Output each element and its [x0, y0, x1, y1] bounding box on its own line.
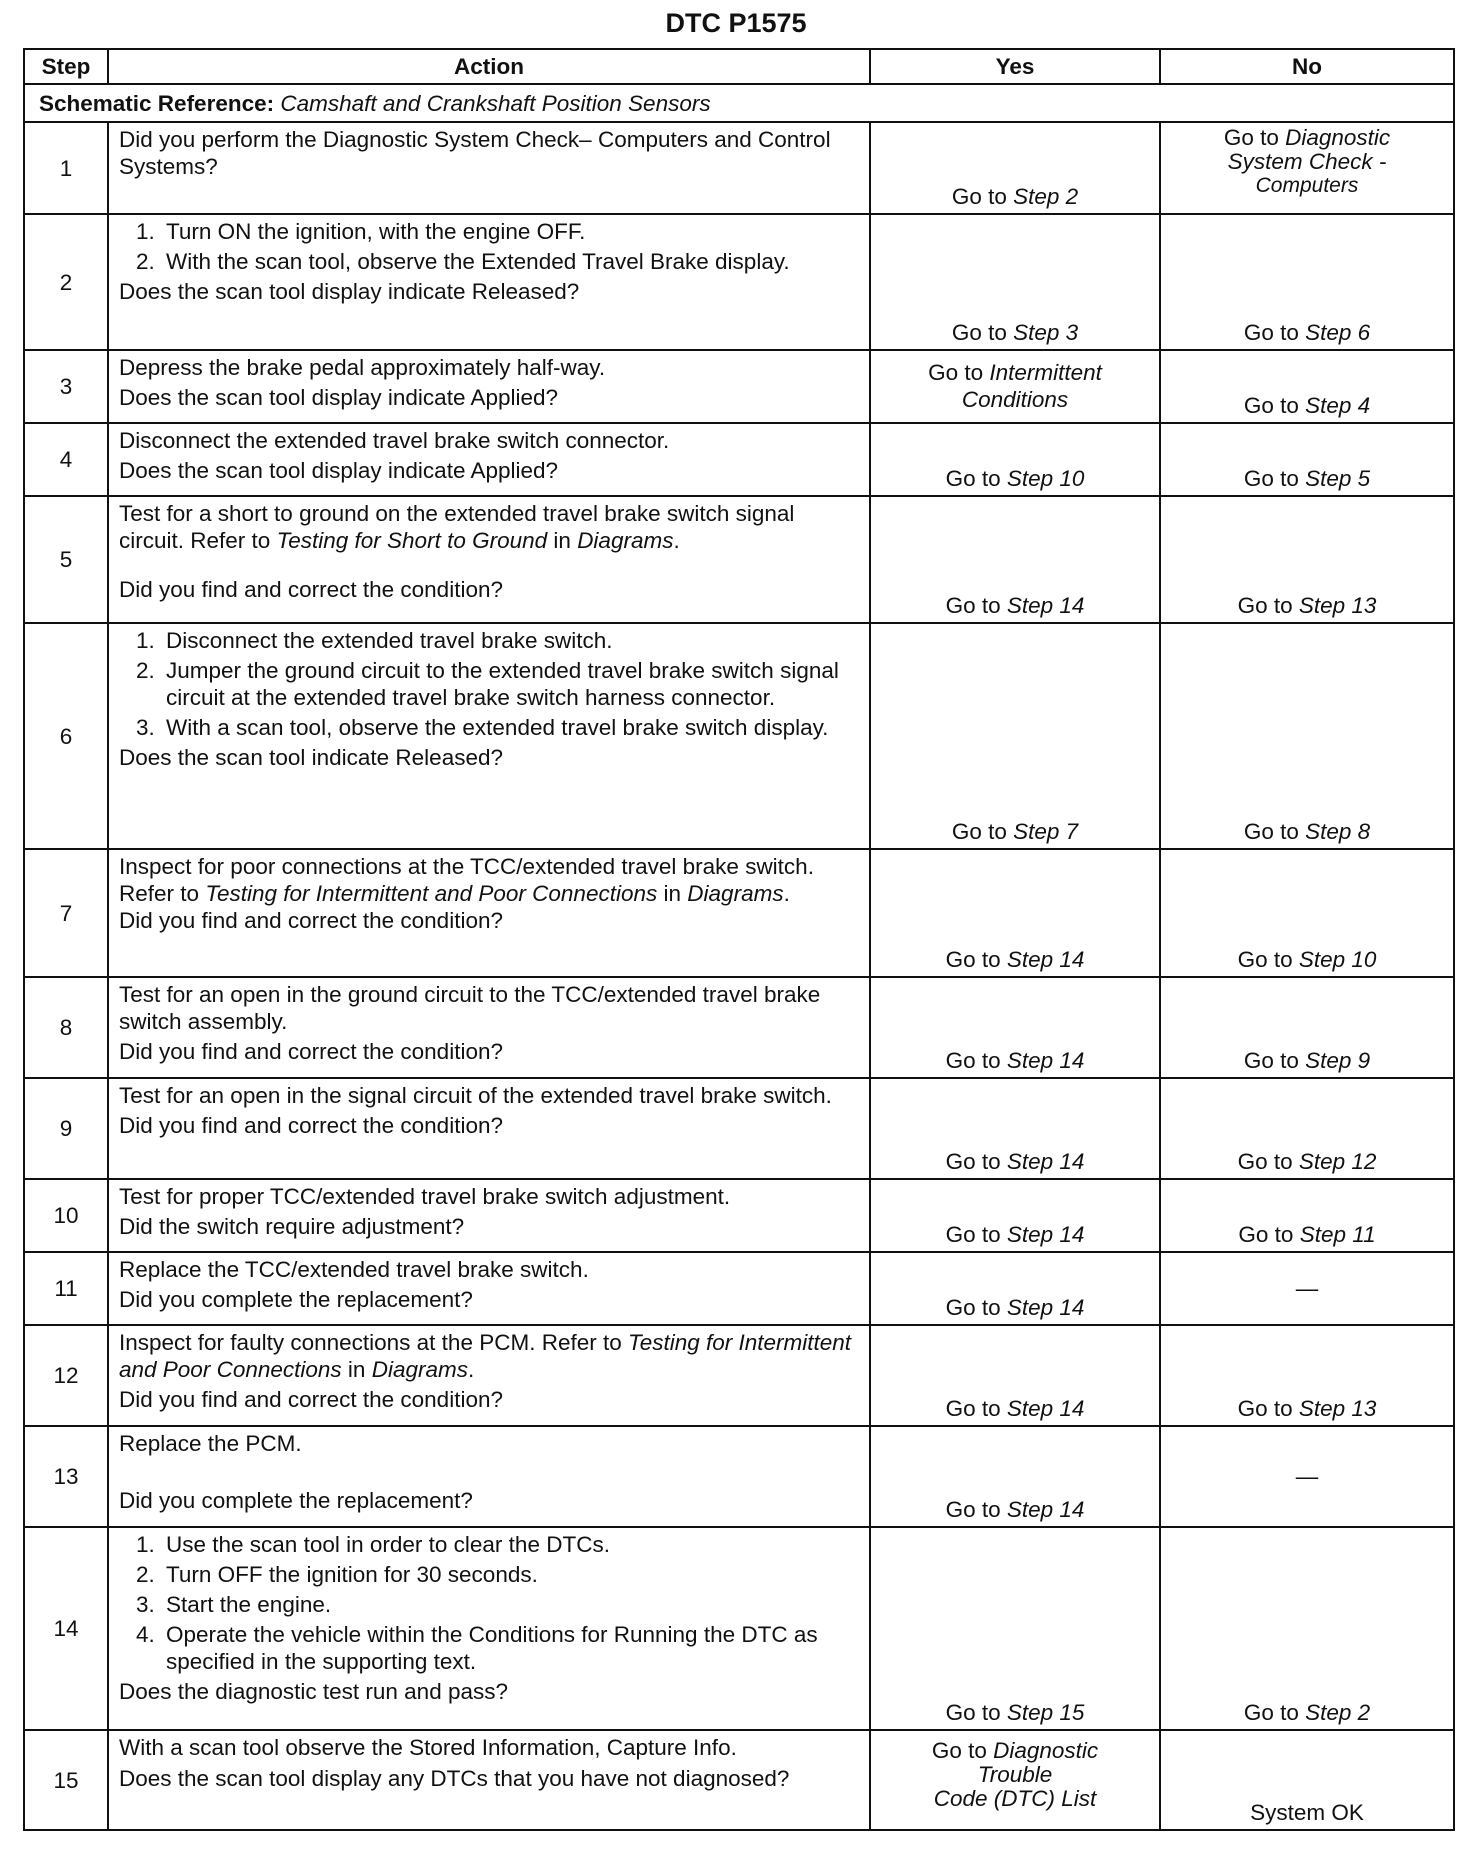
step-number: 1 [24, 122, 108, 214]
step-number: 12 [24, 1325, 108, 1426]
no-cell: Go to Step 6 [1160, 214, 1454, 350]
header-no: No [1160, 49, 1454, 84]
no-cell [1160, 1252, 1454, 1325]
no-ref-line1: Diagnostic [1285, 125, 1391, 150]
question-text: Does the scan tool indicate Released? [119, 745, 503, 770]
yes-cell: Go to Step 14 [870, 1252, 1160, 1325]
question-text: Does the diagnostic test run and pass? [119, 1679, 508, 1704]
table-row [24, 1179, 1454, 1252]
yes-ref-line3: Code (DTC) List [933, 1786, 1097, 1811]
schematic-row [24, 84, 1454, 122]
no-ref: Step 8 [1305, 819, 1371, 844]
no-cell: Go to Step 4 [1160, 350, 1454, 423]
no-ref: Step 13 [1298, 593, 1377, 618]
action-text: Test for a short to ground on the extended travel brake switch signal circuit. Refer to Testing for Short to Ground in Diagrams. [119, 501, 795, 553]
table-row [24, 423, 1454, 496]
step-number: 6 [24, 623, 108, 849]
yes-ref: Step 14 [1006, 1149, 1085, 1174]
no-ref: Step 4 [1305, 393, 1371, 418]
question-text: Did you find and correct the condition? [119, 1387, 503, 1412]
reference-text: Testing for Short to Ground [276, 528, 548, 553]
yes-ref-line1: Diagnostic [993, 1738, 1099, 1763]
yes-ref: Step 14 [1006, 1222, 1085, 1247]
question-text: Did you complete the replacement? [119, 1488, 473, 1513]
header-yes: Yes [870, 49, 1160, 84]
step-number: 9 [24, 1078, 108, 1179]
table-row [24, 350, 1454, 423]
action-cell [108, 1252, 870, 1325]
list-item: 2. Turn OFF the ignition for 30 seconds. [136, 1562, 538, 1587]
yes-cell: Go to Step 14 [870, 1179, 1160, 1252]
reference-text: Diagrams [687, 881, 784, 906]
yes-ref: Step 14 [1006, 1048, 1085, 1073]
action-list [119, 627, 859, 741]
table-row [24, 1252, 1454, 1325]
yes-ref: Step 14 [1006, 1396, 1085, 1421]
reference-text: Diagrams [577, 528, 674, 553]
step-number: 15 [24, 1730, 108, 1830]
reference-text: Testing for Intermittent and Poor Connections [205, 881, 658, 906]
page-title: DTC P1575 [665, 8, 807, 38]
no-ref: Step 6 [1305, 320, 1371, 345]
table-row [24, 496, 1454, 623]
table-row [24, 849, 1454, 977]
question-text: Did you find and correct the condition? [119, 1039, 503, 1064]
action-cell [108, 214, 870, 350]
action-cell [108, 1527, 870, 1730]
action-text: Replace the TCC/extended travel brake switch. [119, 1257, 589, 1282]
action-cell [108, 1426, 870, 1527]
step-number: 5 [24, 496, 108, 623]
action-cell [108, 122, 870, 214]
action-cell [108, 1179, 870, 1252]
yes-ref-line1: Intermittent [989, 360, 1102, 385]
yes-ref-line2: Trouble [977, 1762, 1053, 1787]
yes-cell: Go to Intermittent Conditions [870, 350, 1160, 423]
table-row [24, 1426, 1454, 1527]
yes-ref: Step 15 [1006, 1700, 1085, 1725]
action-list [119, 218, 859, 275]
question-text: Did the switch require adjustment? [119, 1214, 465, 1239]
table-row [24, 977, 1454, 1078]
action-text: Depress the brake pedal approximately half-way. [119, 355, 606, 380]
table-row [24, 1730, 1454, 1830]
yes-ref: Step 3 [1013, 320, 1079, 345]
yes-cell: Go to Diagnostic Trouble Code (DTC) List [870, 1730, 1160, 1830]
no-cell: Go to Step 9 [1160, 977, 1454, 1078]
no-cell [1160, 1730, 1454, 1830]
yes-cell [870, 122, 1160, 214]
action-text: Did you perform the Diagnostic System Check– Computers and Control Systems? [119, 127, 831, 179]
table-row [24, 623, 1454, 849]
list-item: 1. Use the scan tool in order to clear the DTCs. [136, 1532, 610, 1557]
question-text: Does the scan tool display indicate Applied? [119, 385, 559, 410]
yes-cell: Go to Step 7 [870, 623, 1160, 849]
action-cell [108, 849, 870, 977]
question-text: Does the scan tool display indicate Released? [119, 279, 580, 304]
no-cell: Go to Step 5 [1160, 423, 1454, 496]
question-text: Does the scan tool display indicate Applied? [119, 458, 559, 483]
yes-ref: Step 10 [1006, 466, 1085, 491]
yes-cell: Go to Step 14 [870, 1078, 1160, 1179]
no-cell: Go to Step 10 [1160, 849, 1454, 977]
step-number: 14 [24, 1527, 108, 1730]
header-action: Action [108, 49, 870, 84]
no-ref: Step 11 [1299, 1222, 1376, 1247]
step-number: 8 [24, 977, 108, 1078]
action-text: Replace the PCM. [119, 1431, 302, 1456]
yes-ref: Step 14 [1006, 1295, 1085, 1320]
yes-ref: Step 7 [1013, 819, 1079, 844]
yes-ref-line2: Conditions [961, 387, 1069, 412]
action-text: Inspect for faulty connections at the PCM. Refer to Testing for Intermittent and Poor Connections in Diagrams. [119, 1330, 852, 1382]
list-item: 4. Operate the vehicle within the Conditions for Running the DTC as specified in the supporting text. [136, 1622, 818, 1674]
step-number: 10 [24, 1179, 108, 1252]
step-number: 2 [24, 214, 108, 350]
list-item: 1. Turn ON the ignition, with the engine OFF. [136, 219, 586, 244]
action-cell [108, 1730, 870, 1830]
table-row [24, 1527, 1454, 1730]
yes-cell: Go to Step 14 [870, 849, 1160, 977]
yes-cell: Go to Step 14 [870, 1325, 1160, 1426]
header-row [24, 49, 1454, 84]
schematic-label: Schematic Reference: [39, 90, 275, 116]
yes-cell: Go to Step 3 [870, 214, 1160, 350]
table-row [24, 214, 1454, 350]
no-cell: Go to Step 13 [1160, 496, 1454, 623]
yes-cell: Go to Step 14 [870, 496, 1160, 623]
question-text: Did you complete the replacement? [119, 1287, 473, 1312]
question-text: Did you find and correct the condition? [119, 577, 503, 602]
action-text: Test for proper TCC/extended travel brake switch adjustment. [119, 1184, 731, 1209]
yes-cell: Go to Step 15 [870, 1527, 1160, 1730]
table-row [24, 1325, 1454, 1426]
list-item: 2. With the scan tool, observe the Extended Travel Brake display. [136, 249, 790, 274]
list-item: 1. Disconnect the extended travel brake switch. [136, 628, 613, 653]
action-cell [108, 977, 870, 1078]
step-number: 13 [24, 1426, 108, 1527]
table-row [24, 1078, 1454, 1179]
action-text: Inspect for poor connections at the TCC/extended travel brake switch. Refer to Testing for Intermittent and Poor Connections in Diagrams. [119, 854, 814, 906]
action-cell [108, 1078, 870, 1179]
system-ok-text: System OK [1250, 1800, 1364, 1825]
step-number: 11 [24, 1252, 108, 1325]
diagnostic-table [23, 48, 1455, 1831]
no-ref: Step 2 [1305, 1700, 1371, 1725]
step-number: 4 [24, 423, 108, 496]
reference-text: Testing for Intermittent and Poor Connections [119, 1330, 852, 1382]
yes-ref: Step 14 [1006, 593, 1085, 618]
yes-cell: Go to Step 14 [870, 977, 1160, 1078]
no-cell: Go to Step 2 [1160, 1527, 1454, 1730]
action-cell [108, 623, 870, 849]
question-text: Does the scan tool display any DTCs that you have not diagnosed? [119, 1766, 790, 1791]
no-ref: Step 5 [1305, 466, 1371, 491]
action-cell [108, 423, 870, 496]
header-step: Step [24, 49, 108, 84]
action-cell [108, 496, 870, 623]
goto-text: Go to [1223, 125, 1279, 150]
dash-text: — [1295, 1464, 1319, 1489]
list-item: 3. With a scan tool, observe the extended travel brake switch display. [136, 715, 829, 740]
no-ref: Step 9 [1305, 1048, 1371, 1073]
list-item: 3. Start the engine. [136, 1592, 332, 1617]
step-number: 7 [24, 849, 108, 977]
no-ref: Step 13 [1298, 1396, 1377, 1421]
yes-ref: Step 14 [1006, 1497, 1085, 1522]
question-text: Did you find and correct the condition? [119, 1113, 503, 1138]
step-number: 3 [24, 350, 108, 423]
no-cell: Go to Step 12 [1160, 1078, 1454, 1179]
list-item: 2. Jumper the ground circuit to the extended travel brake switch signal circuit at the extended travel brake switch harness connector. [136, 658, 839, 710]
no-cell: Go to Step 8 [1160, 623, 1454, 849]
no-cell: Go to Step 13 [1160, 1325, 1454, 1426]
action-text: Test for an open in the ground circuit to the TCC/extended travel brake switch assembly. [119, 982, 821, 1034]
action-cell [108, 350, 870, 423]
no-cell [1160, 1426, 1454, 1527]
schematic-value: Camshaft and Crankshaft Position Sensors [280, 90, 711, 116]
yes-ref: Step 2 [1013, 184, 1079, 209]
action-text: Disconnect the extended travel brake switch connector. [119, 428, 670, 453]
yes-cell: Go to Step 10 [870, 423, 1160, 496]
dash-text: — [1295, 1276, 1319, 1301]
no-ref: Step 12 [1298, 1149, 1377, 1174]
question-text: Did you find and correct the condition? [119, 908, 503, 933]
no-ref-line3: Computers [1255, 174, 1359, 197]
reference-text: Diagrams [371, 1357, 468, 1382]
yes-ref: Step 14 [1006, 947, 1085, 972]
no-ref-line2: System Check - [1227, 149, 1387, 174]
action-cell [108, 1325, 870, 1426]
goto-text: Go to [951, 184, 1007, 209]
action-text: Test for an open in the signal circuit of the extended travel brake switch. [119, 1083, 832, 1108]
action-text: With a scan tool observe the Stored Information, Capture Info. [119, 1735, 737, 1760]
table-row [24, 122, 1454, 214]
no-cell [1160, 122, 1454, 214]
action-list [119, 1531, 859, 1675]
yes-cell: Go to Step 14 [870, 1426, 1160, 1527]
no-ref: Step 10 [1298, 947, 1377, 972]
no-cell: Go to Step 11 [1160, 1179, 1454, 1252]
